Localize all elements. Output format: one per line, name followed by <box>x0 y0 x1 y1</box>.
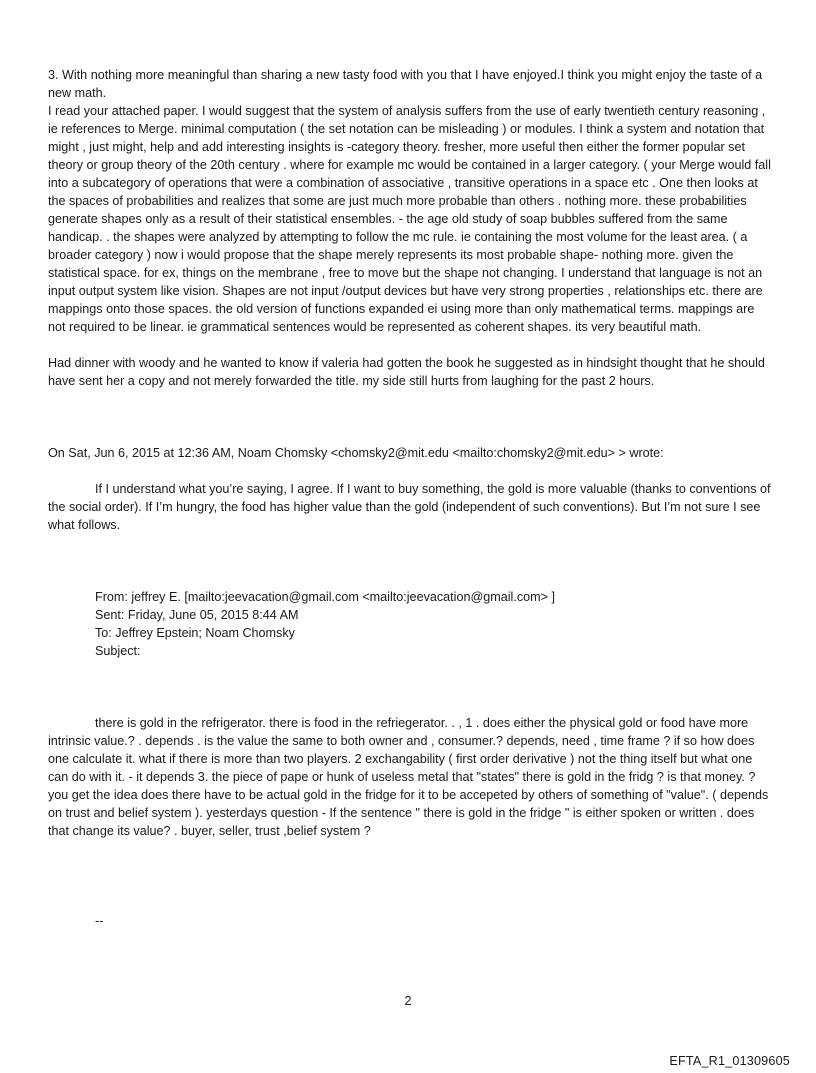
body-paragraph-1: 3. With nothing more meaningful than sharing a new tasty food with you that I have enjoyed.I think you might enjoy the taste of a new math. <box>48 68 763 100</box>
spacer <box>48 894 774 912</box>
bates-number: EFTA_R1_01309605 <box>669 1054 790 1068</box>
page-number: 2 <box>404 994 412 1008</box>
quote-intro: On Sat, Jun 6, 2015 at 12:36 AM, Noam Chomsky <chomsky2@mit.edu <mailto:chomsky2@mit.edu> > wrote: <box>48 446 664 460</box>
header-sent: Sent: Friday, June 05, 2015 8:44 AM <box>95 608 299 622</box>
spacer <box>48 462 774 480</box>
spacer <box>48 534 774 588</box>
forwarded-header <box>48 588 774 660</box>
header-to: To: Jeffrey Epstein; Noam Chomsky <box>95 626 295 640</box>
spacer <box>48 390 774 444</box>
body-paragraph-3: Had dinner with woody and he wanted to know if valeria had gotten the book he suggested as in hindsight thought that he should have sent her a copy and not merely forwarded the title. my side still hurts from laughing for the past 2 hours. <box>48 356 765 388</box>
spacer <box>48 336 774 354</box>
original-message: there is gold in the refrigerator. there is food in the refriegerator. . , 1 . does either the physical gold or food have more intrinsic value.? . depends . is the value the same to both owner and , consumer.? depends, need , time frame ? if so how does one calculate it. what if there is more than two players. 2 exchangability ( first order derivative ) not the thing itself but what one can do with it. - it depends 3. the piece of pape or hunk of useless metal that "states" there is gold in the fridg ? is that money. ?you get the idea does there have to be actual gold in the fridge for it to be accepeted by others of something of "value". ( depends on trust and belief system ). yesterdays question - If the sentence " there is gold in the fridge " is either spoken or written . does that change its value? . buyer, seller, trust ,belief system ? <box>48 716 769 838</box>
email-document <box>48 66 774 930</box>
header-subject: Subject: <box>95 644 141 658</box>
spacer <box>48 840 774 894</box>
signature-separator: -- <box>95 914 104 928</box>
body-paragraph-2: I read your attached paper. I would suggest that the system of analysis suffers from the use of early twentieth century reasoning , ie references to Merge. minimal computation ( the set notation can be misleading ) or modules. I think a system and notation that might , just might, help and add interesting insights is -category theory. fresher, more useful then either the former popular set theory or group theory of the 20th century . where for example mc would be contained in a larger category. ( your Merge would fall into a subcategory of operations that were a combination of associative , transitive operations in a space etc . One then looks at the spaces of probabilities and realizes that some are just much more probable than others . nothing more. these probabilities generate shapes only as a result of their statistical ensembles. - the age old study of soap bubbles suffered from the same handicap. . the shapes were analyzed by attempting to follow the mc rule. ie containing the most volume for the least area. ( a broader category ) now i would propose that the shape merely represents its most probable shape- nothing more. given the statistical space. for ex, things on the membrane , free to move but the shape not changing. I understand that language is not an input output system like vision. Shapes are not input /output devices but have very strong properties , relationships etc. there are mappings onto those spaces. the old version of functions expanded ei using more than only mathematical terms. mappings are not required to be linear. ie grammatical sentences would be represented as coherent shapes. its very beautiful math. <box>48 104 771 334</box>
spacer <box>48 660 774 714</box>
reply-paragraph: If I understand what you’re saying, I agree. If I want to buy something, the gold is more valuable (thanks to conventions of the social order). If I’m hungry, the food has higher value than the gold (independent of such conventions). But I’m not sure I see what follows. <box>48 482 771 532</box>
header-from: From: jeffrey E. [mailto:jeevacation@gmail.com <mailto:jeevacation@gmail.com> ] <box>95 590 555 604</box>
